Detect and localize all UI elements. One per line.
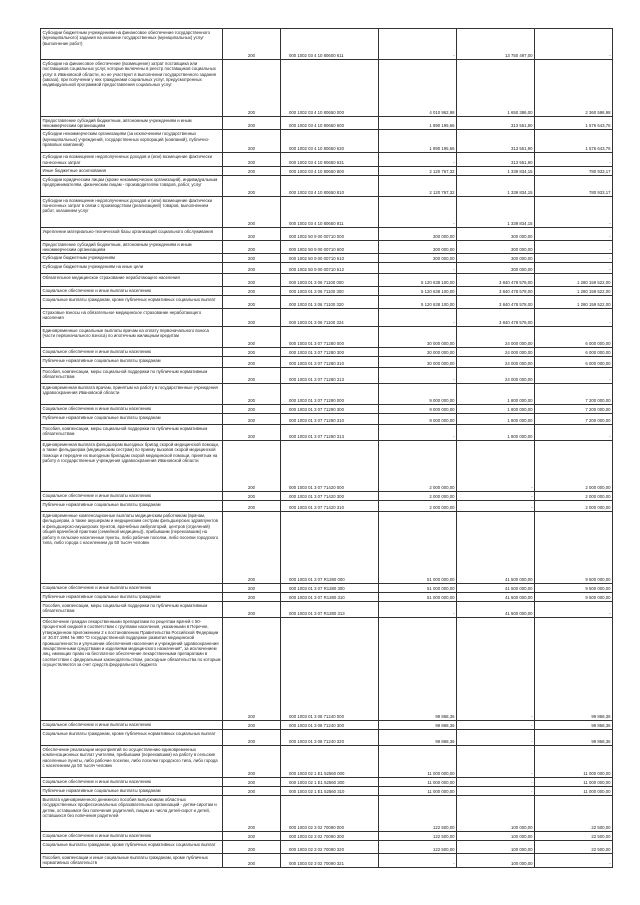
- cell-name: Социальное обеспечение и иные выплаты населению: [41, 584, 223, 593]
- table-row: [41, 796, 613, 832]
- cell-name: Публичные нормативные социальные выплаты гражданам: [41, 501, 223, 512]
- cell-executed: 24 000 000,00: [457, 357, 535, 368]
- table-row: [41, 441, 613, 492]
- cell-line-code: 200: [223, 414, 281, 425]
- cell-executed: -: [457, 778, 535, 787]
- cell-executed: 1 650 386,00: [457, 60, 535, 117]
- cell-executed: 100 000,00: [457, 796, 535, 832]
- cell-name: Предоставление субсидий бюджетным, автономным учреждениям и иным некоммерческим организациям: [41, 240, 223, 253]
- table-row: [41, 854, 613, 868]
- cell-budget-code: 000 1003 02 1 E1 52560 000: [281, 746, 379, 778]
- cell-name: Публичные нормативные социальные выплаты гражданам: [41, 787, 223, 796]
- cell-line-code: 200: [223, 117, 281, 130]
- cell-unexecuted: 1 280 159 522,00: [535, 296, 613, 309]
- cell-name: Социальное обеспечение и иные выплаты населению: [41, 721, 223, 730]
- cell-line-code: 200: [223, 721, 281, 730]
- cell-unexecuted: 2 000 000,00: [535, 501, 613, 512]
- cell-budget-code: 000 1002 03 4 10 80650 811: [281, 196, 379, 227]
- cell-unexecuted: 1 280 159 522,00: [535, 274, 613, 287]
- cell-name: Единовременная выплата врачам, принятым на работу в государственные учреждения здравоохранения Ивановской области: [41, 384, 223, 405]
- cell-budget-code: 000 1002 03 4 10 80600 611: [281, 29, 379, 60]
- cell-executed: 100 000,00: [457, 854, 535, 868]
- cell-name: Единовременные социальные выплаты врачам на оплату первоначального взноса (части первоначального взноса) по ипотечным жилищным кредитам: [41, 327, 223, 348]
- cell-line-code: 200: [223, 584, 281, 593]
- cell-unexecuted: 22 500,00: [535, 832, 613, 841]
- cell-name: Субсидии на возмещение недополученных доходов и (или) возмещение фактически понесенных затрат: [41, 153, 223, 166]
- cell-executed: 313 551,90: [457, 153, 535, 166]
- cell-unexecuted: -: [535, 240, 613, 253]
- cell-unexecuted: 22 500,00: [535, 796, 613, 832]
- cell-name: Социальное обеспечение и иные выплаты населению: [41, 287, 223, 296]
- cell-budget-code: 000 1003 01 3 06 71100 324: [281, 309, 379, 327]
- cell-budget-code: 000 1002 50 9 00 00710 610: [281, 254, 379, 263]
- cell-unexecuted: -: [535, 227, 613, 240]
- cell-approved: 11 000 000,00: [379, 778, 457, 787]
- cell-approved: 99 868,36: [379, 618, 457, 721]
- cell-budget-code: 000 1003 01 3 07 71420 000: [281, 441, 379, 492]
- cell-budget-code: 000 1003 02 1 E1 52560 300: [281, 778, 379, 787]
- cell-executed: 1 800 000,00: [457, 405, 535, 414]
- cell-executed: 1 800 000,00: [457, 414, 535, 425]
- table-row: [41, 618, 613, 721]
- table-row: [41, 787, 613, 796]
- cell-approved: 30 000 000,00: [379, 327, 457, 348]
- cell-budget-code: 000 1003 01 3 07 R1380 300: [281, 584, 379, 593]
- cell-line-code: 200: [223, 787, 281, 796]
- cell-approved: -: [379, 309, 457, 327]
- cell-executed: -: [457, 787, 535, 796]
- cell-line-code: 200: [223, 778, 281, 787]
- cell-unexecuted: 2 360 596,98: [535, 60, 613, 117]
- cell-approved: 2 000 000,00: [379, 441, 457, 492]
- table-row: [41, 841, 613, 854]
- cell-line-code: 200: [223, 492, 281, 501]
- cell-name: Субсидии на финансовое обеспечение (возмещение) затрат поставщика или поставщиков социальных услуг, которые включены в реестр поставщиков социальных услуг в Ивановской области, но не участвуют в выполнении государственного задания (заказа), при получении у них гражданами социальных услуг, предусмотренных индивидуальной программой предоставления социальных услуг: [41, 60, 223, 117]
- cell-executed: 41 500 000,00: [457, 512, 535, 584]
- cell-budget-code: 000 1002 50 9 00 00710 612: [281, 263, 379, 274]
- cell-line-code: 200: [223, 512, 281, 584]
- table-row: [41, 425, 613, 441]
- cell-line-code: 200: [223, 153, 281, 166]
- table-body: [41, 29, 613, 868]
- cell-unexecuted: 6 000 000,00: [535, 348, 613, 357]
- cell-name: Пособия, компенсации, меры социальной поддержки по публичным нормативным обязательствам: [41, 425, 223, 441]
- cell-unexecuted: 7 200 000,00: [535, 414, 613, 425]
- cell-unexecuted: 99 868,36: [535, 618, 613, 721]
- cell-name: Иные бюджетные ассигнования: [41, 166, 223, 175]
- cell-approved: 51 000 000,00: [379, 512, 457, 584]
- cell-approved: 99 868,36: [379, 721, 457, 730]
- cell-name: Пособия, компенсации, меры социальной поддержки по публичным нормативным обязательствам: [41, 602, 223, 618]
- cell-unexecuted: -: [535, 196, 613, 227]
- table-row: [41, 263, 613, 274]
- cell-budget-code: 000 1002 03 4 10 80650 800: [281, 166, 379, 175]
- cell-line-code: 200: [223, 296, 281, 309]
- cell-unexecuted: 1 280 159 522,00: [535, 287, 613, 296]
- cell-line-code: 200: [223, 368, 281, 384]
- cell-approved: 2 000 000,00: [379, 492, 457, 501]
- cell-budget-code: 000 1003 01 3 06 71100 300: [281, 287, 379, 296]
- cell-approved: -: [379, 153, 457, 166]
- cell-budget-code: 000 1003 01 3 07 R1380 313: [281, 602, 379, 618]
- cell-executed: 1 800 000,00: [457, 384, 535, 405]
- table-row: [41, 175, 613, 196]
- cell-executed: -: [457, 492, 535, 501]
- cell-line-code: 200: [223, 357, 281, 368]
- cell-name: Социальные выплаты гражданам, кроме публичных нормативных социальных выплат: [41, 730, 223, 746]
- cell-budget-code: 000 1003 02 3 02 70090 321: [281, 854, 379, 868]
- table-row: [41, 240, 613, 253]
- cell-unexecuted: 2 000 000,00: [535, 441, 613, 492]
- cell-budget-code: 000 1003 01 3 08 71240 000: [281, 618, 379, 721]
- cell-unexecuted: -: [535, 309, 613, 327]
- cell-budget-code: 000 1003 01 3 06 71100 000: [281, 274, 379, 287]
- cell-approved: 2 000 000,00: [379, 501, 457, 512]
- table-row: [41, 348, 613, 357]
- table-row: [41, 117, 613, 130]
- cell-approved: 99 868,36: [379, 730, 457, 746]
- cell-budget-code: 000 1003 01 3 07 71420 300: [281, 492, 379, 501]
- table-row: [41, 584, 613, 593]
- cell-budget-code: 000 1003 01 3 07 71280 000: [281, 327, 379, 348]
- cell-name: Пособия, компенсации и иные социальные выплаты гражданам, кроме публичных нормативных обязательств: [41, 854, 223, 868]
- cell-approved: -: [379, 602, 457, 618]
- cell-budget-code: 000 1003 01 3 07 71280 310: [281, 357, 379, 368]
- cell-executed: -: [457, 746, 535, 778]
- cell-line-code: 200: [223, 405, 281, 414]
- table-row: [41, 357, 613, 368]
- cell-unexecuted: 6 000 000,00: [535, 327, 613, 348]
- cell-name: Выплата единовременного денежного пособия выпускникам областных государственных профессиональных образовательных организаций - детям-сиротам и детям, оставшимся без попечения родителей, лицам из числа детей-сирот и детей, оставшихся без попечения родителей: [41, 796, 223, 832]
- cell-name: Социальное обеспечение и иные выплаты населению: [41, 832, 223, 841]
- cell-name: Пособия, компенсации, меры социальной поддержки по публичным нормативным обязательствам: [41, 368, 223, 384]
- cell-approved: 122 500,00: [379, 796, 457, 832]
- cell-name: Обеспечение граждан лекарственными препаратами по рецептам врачей с 50-процентной скидкой в соответствии с группами населения, указанными в Перечне, утвержденном приложением 2 к постановлению Правительства Российской Федерации от 30.07.1994 № 890 "О государственной поддержке развития медицинской промышленности и улучшении обеспечения населения и учреждений здравоохранения лекарственными средствами и изделиями медицинского назначения", за исключением лиц, имеющих право на бесплатное обеспечение лекарственными препаратами в соответствии с федеральным законодательством, расходные обязательства по которым осуществляются за счет средств федерального бюджета: [41, 618, 223, 721]
- cell-executed: 1 339 834,15: [457, 166, 535, 175]
- cell-name: Публичные нормативные социальные выплаты гражданам: [41, 414, 223, 425]
- cell-budget-code: 000 1003 01 3 08 71240 300: [281, 721, 379, 730]
- cell-budget-code: 000 1003 01 3 07 71420 310: [281, 501, 379, 512]
- cell-unexecuted: 9 500 000,00: [535, 584, 613, 593]
- table-row: [41, 501, 613, 512]
- cell-approved: -: [379, 263, 457, 274]
- cell-unexecuted: 6 000 000,00: [535, 357, 613, 368]
- cell-approved: 51 000 000,00: [379, 584, 457, 593]
- cell-executed: 1 339 834,15: [457, 196, 535, 227]
- cell-budget-code: 000 1003 02 3 02 70090 300: [281, 832, 379, 841]
- cell-line-code: 200: [223, 441, 281, 492]
- cell-executed: 41 500 000,00: [457, 584, 535, 593]
- cell-line-code: 200: [223, 384, 281, 405]
- cell-line-code: 200: [223, 240, 281, 253]
- cell-executed: 313 551,90: [457, 117, 535, 130]
- cell-budget-code: 000 1002 03 4 10 80650 000: [281, 60, 379, 117]
- cell-unexecuted: -: [535, 425, 613, 441]
- cell-approved: 300 000,00: [379, 254, 457, 263]
- cell-name: Социальное обеспечение и иные выплаты населению: [41, 348, 223, 357]
- cell-budget-code: 000 1003 01 3 07 71290 313: [281, 425, 379, 441]
- cell-name: Страховые взносы на обязательное медицинское страхование неработающего населения: [41, 309, 223, 327]
- cell-executed: 300 000,00: [457, 254, 535, 263]
- cell-unexecuted: 7 200 000,00: [535, 405, 613, 414]
- cell-executed: 3 840 478 578,00: [457, 309, 535, 327]
- cell-name: Обеспечение реализации мероприятий по осуществлению единовременных компенсационных выплат учителям, прибывшим (переехавшим) на работу в сельские населенные пункты, либо рабочие поселки, либо поселки городского типа, либо города с населением до 50 тысяч человек: [41, 746, 223, 778]
- cell-line-code: 200: [223, 166, 281, 175]
- cell-unexecuted: 11 000 000,00: [535, 787, 613, 796]
- table-row: [41, 327, 613, 348]
- cell-unexecuted: 1 576 643,76: [535, 117, 613, 130]
- cell-line-code: 200: [223, 29, 281, 60]
- cell-unexecuted: 2 000 000,00: [535, 492, 613, 501]
- cell-unexecuted: 99 868,36: [535, 721, 613, 730]
- cell-executed: 1 339 834,15: [457, 175, 535, 196]
- cell-approved: 30 000 000,00: [379, 357, 457, 368]
- cell-approved: 11 000 000,00: [379, 787, 457, 796]
- cell-unexecuted: 780 933,17: [535, 175, 613, 196]
- cell-approved: 51 000 000,00: [379, 593, 457, 602]
- table-row: [41, 405, 613, 414]
- table-row: [41, 368, 613, 384]
- cell-name: Единовременная выплата фельдшерам выездных бригад скорой медицинской помощи, а также фельдшерам (медицинским сестрам) по приему вызовов скорой медицинской помощи и передаче их выездным бригадам скорой медицинской помощи, принятым на работу в государственные учреждения здравоохранения Ивановской области: [41, 441, 223, 492]
- cell-name: Субсидии юридическим лицам (кроме некоммерческих организаций), индивидуальным предпринимателям, физическим лицам - производителям товаров, работ, услуг: [41, 175, 223, 196]
- cell-executed: 100 000,00: [457, 832, 535, 841]
- cell-executed: 1 800 000,00: [457, 425, 535, 441]
- cell-name: Предоставление субсидий бюджетным, автономным учреждениям и иным некоммерческим организациям: [41, 117, 223, 130]
- cell-approved: 1 890 195,66: [379, 117, 457, 130]
- table-row: [41, 492, 613, 501]
- cell-approved: 5 120 638 100,00: [379, 287, 457, 296]
- cell-executed: 13 750 497,00: [457, 29, 535, 60]
- cell-line-code: 200: [223, 746, 281, 778]
- cell-executed: 24 000 000,00: [457, 327, 535, 348]
- table-row: [41, 196, 613, 227]
- cell-unexecuted: 11 000 000,00: [535, 746, 613, 778]
- table-row: [41, 730, 613, 746]
- cell-executed: -: [457, 441, 535, 492]
- cell-budget-code: 000 1002 03 4 10 80650 630: [281, 130, 379, 153]
- cell-line-code: 200: [223, 841, 281, 854]
- cell-unexecuted: 9 500 000,00: [535, 593, 613, 602]
- cell-executed: -: [457, 501, 535, 512]
- cell-budget-code: 000 1003 01 3 08 71240 320: [281, 730, 379, 746]
- cell-approved: -: [379, 29, 457, 60]
- cell-line-code: 200: [223, 196, 281, 227]
- cell-line-code: 200: [223, 309, 281, 327]
- cell-line-code: 200: [223, 501, 281, 512]
- table-row: [41, 166, 613, 175]
- table-row: [41, 296, 613, 309]
- cell-name: Субсидии бюджетным учреждениям: [41, 254, 223, 263]
- cell-line-code: 200: [223, 130, 281, 153]
- cell-unexecuted: 11 000 000,00: [535, 778, 613, 787]
- table-row: [41, 721, 613, 730]
- cell-executed: 100 000,00: [457, 841, 535, 854]
- table-row: [41, 414, 613, 425]
- cell-budget-code: 000 1003 01 3 07 R1380 310: [281, 593, 379, 602]
- cell-line-code: 200: [223, 175, 281, 196]
- table-row: [41, 60, 613, 117]
- cell-approved: 5 120 638 100,00: [379, 296, 457, 309]
- cell-executed: 3 840 478 578,00: [457, 287, 535, 296]
- cell-line-code: 200: [223, 327, 281, 348]
- cell-line-code: 200: [223, 60, 281, 117]
- cell-approved: 11 000 000,00: [379, 746, 457, 778]
- cell-executed: 300 000,00: [457, 240, 535, 253]
- table-row: [41, 602, 613, 618]
- cell-unexecuted: -: [535, 263, 613, 274]
- cell-unexecuted: 99 868,36: [535, 730, 613, 746]
- cell-line-code: 200: [223, 263, 281, 274]
- cell-approved: -: [379, 196, 457, 227]
- table-row: [41, 153, 613, 166]
- cell-budget-code: 000 1002 03 4 10 80650 600: [281, 117, 379, 130]
- cell-unexecuted: -: [535, 854, 613, 868]
- cell-executed: 3 840 478 578,00: [457, 296, 535, 309]
- cell-approved: 9 000 000,00: [379, 414, 457, 425]
- cell-approved: 4 010 962,98: [379, 60, 457, 117]
- cell-budget-code: 000 1003 01 3 07 71280 300: [281, 348, 379, 357]
- cell-unexecuted: -: [535, 254, 613, 263]
- cell-line-code: 200: [223, 348, 281, 357]
- cell-executed: -: [457, 618, 535, 721]
- cell-budget-code: 000 1003 01 3 06 71100 320: [281, 296, 379, 309]
- cell-name: Социальное обеспечение и иные выплаты населению: [41, 492, 223, 501]
- table-row: [41, 384, 613, 405]
- cell-approved: 2 120 767,32: [379, 166, 457, 175]
- cell-name: Социальные выплаты гражданам, кроме публичных нормативных социальных выплат: [41, 841, 223, 854]
- cell-line-code: 200: [223, 796, 281, 832]
- table-row: [41, 287, 613, 296]
- cell-budget-code: 000 1003 02 3 02 70090 320: [281, 841, 379, 854]
- cell-approved: 30 000 000,00: [379, 348, 457, 357]
- cell-name: Социальные выплаты гражданам, кроме публичных нормативных социальных выплат: [41, 296, 223, 309]
- cell-approved: 122 500,00: [379, 841, 457, 854]
- cell-budget-code: 000 1002 50 9 00 00710 600: [281, 240, 379, 253]
- cell-budget-code: 000 1003 02 1 E1 52560 310: [281, 787, 379, 796]
- cell-name: Социальное обеспечение и иные выплаты населению: [41, 778, 223, 787]
- cell-line-code: 200: [223, 425, 281, 441]
- table-row: [41, 274, 613, 287]
- cell-unexecuted: 9 500 000,00: [535, 512, 613, 584]
- table-row: [41, 254, 613, 263]
- cell-name: Субсидии бюджетным учреждениям на финансовое обеспечение государственного (муниципального) задания на оказание государственных (муниципальных) услуг (выполнение работ): [41, 29, 223, 60]
- cell-executed: -: [457, 721, 535, 730]
- cell-executed: -: [457, 730, 535, 746]
- cell-approved: 1 890 195,66: [379, 130, 457, 153]
- cell-budget-code: 000 1003 01 3 07 71290 310: [281, 414, 379, 425]
- cell-name: Единовременные компенсационные выплаты медицинским работникам (врачам, фельдшерам, а также акушеркам и медицинским сестрам фельдшерских здравпунктов и фельдшерско-акушерских пунктов, врачебных амбулаторий, центров (отделений) общей врачебной практики (семейной медицины)), прибывшим (переехавшим) на работу в сельские населенные пункты, либо рабочие поселки, либо поселки городского типа, либо города с населением до 50 тысяч человек: [41, 512, 223, 584]
- cell-line-code: 200: [223, 602, 281, 618]
- cell-name: Социальное обеспечение и иные выплаты населению: [41, 405, 223, 414]
- cell-name: Субсидии на возмещение недополученных доходов и (или) возмещение фактически понесенных затрат в связи с производством (реализацией) товаров, выполнением работ, оказанием услуг: [41, 196, 223, 227]
- cell-executed: 41 500 000,00: [457, 602, 535, 618]
- cell-approved: -: [379, 854, 457, 868]
- table-row: [41, 593, 613, 602]
- cell-budget-code: 000 1003 02 3 02 70090 000: [281, 796, 379, 832]
- cell-approved: -: [379, 425, 457, 441]
- cell-line-code: 200: [223, 274, 281, 287]
- cell-executed: 300 000,00: [457, 263, 535, 274]
- cell-line-code: 200: [223, 254, 281, 263]
- cell-line-code: 200: [223, 730, 281, 746]
- cell-line-code: 200: [223, 832, 281, 841]
- cell-line-code: 200: [223, 593, 281, 602]
- cell-approved: 122 500,00: [379, 832, 457, 841]
- cell-name: Публичные нормативные социальные выплаты гражданам: [41, 593, 223, 602]
- cell-approved: 2 120 767,32: [379, 175, 457, 196]
- cell-approved: -: [379, 368, 457, 384]
- cell-approved: 9 000 000,00: [379, 384, 457, 405]
- cell-approved: 300 000,00: [379, 240, 457, 253]
- cell-budget-code: 000 1002 50 9 00 00710 000: [281, 227, 379, 240]
- cell-unexecuted: -: [535, 602, 613, 618]
- cell-unexecuted: 780 933,17: [535, 166, 613, 175]
- cell-budget-code: 000 1003 01 3 07 71290 300: [281, 405, 379, 414]
- cell-budget-code: 000 1003 01 3 07 71290 000: [281, 384, 379, 405]
- cell-budget-code: 000 1003 01 3 07 71280 313: [281, 368, 379, 384]
- table-row: [41, 29, 613, 60]
- cell-approved: 300 000,00: [379, 227, 457, 240]
- table-row: [41, 309, 613, 327]
- cell-line-code: 200: [223, 854, 281, 868]
- cell-budget-code: 000 1002 03 4 10 80650 631: [281, 153, 379, 166]
- cell-unexecuted: 22 500,00: [535, 841, 613, 854]
- cell-name: Субсидии некоммерческим организациям (за исключением государственных (муниципальных) учреждений, государственных корпораций (компаний), публично-правовых компаний): [41, 130, 223, 153]
- table-row: [41, 512, 613, 584]
- cell-unexecuted: 7 200 000,00: [535, 384, 613, 405]
- cell-unexecuted: -: [535, 29, 613, 60]
- table-row: [41, 778, 613, 787]
- cell-executed: 24 000 000,00: [457, 348, 535, 357]
- cell-unexecuted: 1 576 643,76: [535, 130, 613, 153]
- table-row: [41, 130, 613, 153]
- cell-executed: 3 840 478 578,00: [457, 274, 535, 287]
- cell-approved: 5 120 638 100,00: [379, 274, 457, 287]
- cell-unexecuted: -: [535, 368, 613, 384]
- cell-name: Субсидии бюджетным учреждениям на иные цели: [41, 263, 223, 274]
- cell-line-code: 200: [223, 287, 281, 296]
- cell-budget-code: 000 1002 03 4 10 80650 810: [281, 175, 379, 196]
- cell-approved: 9 000 000,00: [379, 405, 457, 414]
- cell-executed: 24 000 000,00: [457, 368, 535, 384]
- table-row: [41, 746, 613, 778]
- cell-unexecuted: -: [535, 153, 613, 166]
- cell-budget-code: 000 1003 01 3 07 R1380 000: [281, 512, 379, 584]
- table-row: [41, 227, 613, 240]
- cell-executed: 313 551,90: [457, 130, 535, 153]
- cell-line-code: 200: [223, 227, 281, 240]
- cell-executed: 41 500 000,00: [457, 593, 535, 602]
- cell-name: Укрепление материально-технической базы организаций социального обслуживания: [41, 227, 223, 240]
- cell-name: Публичные нормативные социальные выплаты гражданам: [41, 357, 223, 368]
- cell-line-code: 200: [223, 618, 281, 721]
- cell-executed: 300 000,00: [457, 227, 535, 240]
- cell-name: Обязательное медицинское страхование неработающего населения: [41, 274, 223, 287]
- table-row: [41, 832, 613, 841]
- budget-execution-table: [40, 28, 613, 868]
